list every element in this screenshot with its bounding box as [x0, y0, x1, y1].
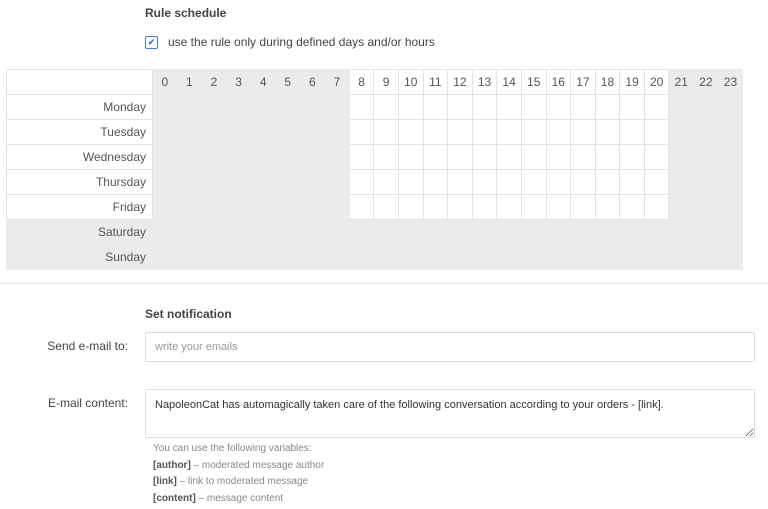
- schedule-cell[interactable]: [251, 95, 276, 120]
- schedule-cell[interactable]: [497, 170, 522, 195]
- schedule-cell[interactable]: [349, 195, 374, 220]
- schedule-cell[interactable]: [472, 120, 497, 145]
- hour-header-15[interactable]: 15: [521, 70, 546, 95]
- schedule-cell[interactable]: [374, 170, 399, 195]
- schedule-table: [6, 69, 743, 270]
- schedule-cell[interactable]: [448, 145, 473, 170]
- schedule-cell[interactable]: [300, 245, 325, 270]
- schedule-cell[interactable]: [521, 245, 546, 270]
- schedule-row-thursday: [7, 170, 743, 195]
- schedule-cell[interactable]: [669, 120, 694, 145]
- schedule-cell[interactable]: [620, 95, 645, 120]
- schedule-cell[interactable]: [571, 195, 596, 220]
- schedule-cell[interactable]: [694, 95, 719, 120]
- schedule-cell[interactable]: [374, 195, 399, 220]
- schedule-cell[interactable]: [521, 145, 546, 170]
- schedule-cell[interactable]: [595, 95, 620, 120]
- schedule-cell[interactable]: [153, 195, 178, 220]
- schedule-cell[interactable]: [644, 95, 669, 120]
- schedule-cell[interactable]: [546, 120, 571, 145]
- schedule-cell[interactable]: [275, 95, 300, 120]
- schedule-cell[interactable]: [472, 145, 497, 170]
- schedule-cell[interactable]: [521, 220, 546, 245]
- variables-list: [153, 458, 324, 508]
- schedule-cell[interactable]: [448, 170, 473, 195]
- hour-header-13[interactable]: 13: [472, 70, 497, 95]
- schedule-grid: [6, 69, 743, 270]
- hour-header-22[interactable]: 22: [694, 70, 719, 95]
- schedule-cell[interactable]: [595, 170, 620, 195]
- schedule-cell[interactable]: [226, 170, 251, 195]
- variable-item: [153, 458, 324, 475]
- schedule-cell[interactable]: [546, 195, 571, 220]
- schedule-cell[interactable]: [571, 245, 596, 270]
- schedule-cell[interactable]: [448, 120, 473, 145]
- schedule-cell[interactable]: [398, 170, 423, 195]
- variable-name: [author]: [153, 459, 191, 471]
- schedule-cell[interactable]: [177, 170, 202, 195]
- schedule-cell[interactable]: [349, 245, 374, 270]
- schedule-cell[interactable]: [497, 120, 522, 145]
- schedule-cell[interactable]: [398, 245, 423, 270]
- schedule-cell[interactable]: [300, 120, 325, 145]
- schedule-cell[interactable]: [251, 195, 276, 220]
- schedule-cell[interactable]: [718, 220, 743, 245]
- schedule-cell[interactable]: [325, 145, 350, 170]
- schedule-cell[interactable]: [349, 170, 374, 195]
- schedule-cell[interactable]: [153, 95, 178, 120]
- schedule-cell[interactable]: [275, 145, 300, 170]
- rule-schedule-title: Rule schedule: [145, 6, 227, 20]
- schedule-cell[interactable]: [472, 220, 497, 245]
- schedule-cell[interactable]: [251, 170, 276, 195]
- schedule-cell[interactable]: [620, 170, 645, 195]
- schedule-cell[interactable]: [398, 195, 423, 220]
- schedule-cell[interactable]: [669, 220, 694, 245]
- schedule-cell[interactable]: [620, 220, 645, 245]
- schedule-cell[interactable]: [521, 120, 546, 145]
- schedule-cell[interactable]: [275, 170, 300, 195]
- schedule-cell[interactable]: [423, 195, 448, 220]
- variable-name: [content]: [153, 492, 196, 504]
- schedule-cell[interactable]: [694, 220, 719, 245]
- schedule-cell[interactable]: [177, 220, 202, 245]
- schedule-cell[interactable]: [595, 245, 620, 270]
- schedule-row-tuesday: [7, 120, 743, 145]
- schedule-cell[interactable]: [718, 195, 743, 220]
- hour-header-23[interactable]: 23: [718, 70, 743, 95]
- hour-header-10[interactable]: 10: [398, 70, 423, 95]
- schedule-row-friday: [7, 195, 743, 220]
- schedule-cell[interactable]: [226, 95, 251, 120]
- day-label-saturday[interactable]: Saturday: [7, 220, 153, 245]
- schedule-cell[interactable]: [546, 95, 571, 120]
- email-input[interactable]: [145, 332, 755, 362]
- hour-header-6[interactable]: 6: [300, 70, 325, 95]
- variable-desc: – moderated message author: [190, 459, 325, 471]
- schedule-cell[interactable]: [571, 120, 596, 145]
- variables-help-intro: You can use the following variables:: [153, 443, 312, 454]
- schedule-cell[interactable]: [423, 145, 448, 170]
- day-label-friday[interactable]: Friday: [7, 195, 153, 220]
- schedule-cell[interactable]: [497, 220, 522, 245]
- day-label-tuesday[interactable]: Tuesday: [7, 120, 153, 145]
- hour-header-5[interactable]: 5: [275, 70, 300, 95]
- schedule-cell[interactable]: [521, 170, 546, 195]
- schedule-row-monday: [7, 95, 743, 120]
- schedule-cell[interactable]: [472, 245, 497, 270]
- schedule-cell[interactable]: [497, 145, 522, 170]
- schedule-cell[interactable]: [374, 145, 399, 170]
- hour-header-20[interactable]: 20: [644, 70, 669, 95]
- schedule-cell[interactable]: [177, 145, 202, 170]
- schedule-cell[interactable]: [325, 120, 350, 145]
- schedule-cell[interactable]: [497, 195, 522, 220]
- schedule-cell[interactable]: [546, 220, 571, 245]
- checkmark-icon: ✔: [147, 36, 156, 47]
- schedule-cell[interactable]: [251, 245, 276, 270]
- schedule-cell[interactable]: [472, 95, 497, 120]
- schedule-row-sunday: [7, 245, 743, 270]
- schedule-cell[interactable]: [153, 120, 178, 145]
- variable-desc: – link to moderated message: [176, 476, 309, 487]
- variable-desc: – message content: [195, 492, 284, 504]
- schedule-cell[interactable]: [374, 120, 399, 145]
- schedule-cell[interactable]: [448, 95, 473, 120]
- schedule-cell[interactable]: [153, 145, 178, 170]
- schedule-cell[interactable]: [669, 195, 694, 220]
- schedule-cell[interactable]: [251, 120, 276, 145]
- day-label-wednesday[interactable]: Wednesday: [7, 145, 153, 170]
- schedule-cell[interactable]: [718, 245, 743, 270]
- schedule-cell[interactable]: [177, 120, 202, 145]
- hour-header-3[interactable]: 3: [226, 70, 251, 95]
- schedule-corner-cell: [7, 70, 153, 95]
- schedule-cell[interactable]: [595, 120, 620, 145]
- hour-header-0[interactable]: 0: [153, 70, 178, 95]
- schedule-cell[interactable]: [325, 220, 350, 245]
- hour-header-19[interactable]: 19: [620, 70, 645, 95]
- schedule-cell[interactable]: [571, 95, 596, 120]
- schedule-cell[interactable]: [472, 170, 497, 195]
- email-content-label: E-mail content:: [47, 396, 128, 410]
- set-notification-title: Set notification: [145, 307, 232, 321]
- schedule-cell[interactable]: [669, 95, 694, 120]
- schedule-cell[interactable]: [644, 145, 669, 170]
- schedule-cell[interactable]: [251, 220, 276, 245]
- schedule-cell[interactable]: [398, 95, 423, 120]
- schedule-cell[interactable]: [620, 245, 645, 270]
- schedule-cell[interactable]: [202, 120, 227, 145]
- hour-header-9[interactable]: 9: [374, 70, 399, 95]
- schedule-cell[interactable]: [349, 120, 374, 145]
- schedule-cell[interactable]: [275, 120, 300, 145]
- schedule-cell[interactable]: [448, 195, 473, 220]
- schedule-cell[interactable]: [694, 170, 719, 195]
- schedule-cell[interactable]: [177, 245, 202, 270]
- schedule-cell[interactable]: [275, 195, 300, 220]
- hour-header-1[interactable]: 1: [177, 70, 202, 95]
- schedule-cell[interactable]: [251, 145, 276, 170]
- schedule-cell[interactable]: [202, 145, 227, 170]
- day-label-sunday[interactable]: Sunday: [7, 245, 153, 270]
- schedule-cell[interactable]: [571, 170, 596, 195]
- hour-header-21[interactable]: 21: [669, 70, 694, 95]
- schedule-cell[interactable]: [349, 220, 374, 245]
- schedule-cell[interactable]: [546, 170, 571, 195]
- schedule-cell[interactable]: [448, 220, 473, 245]
- schedule-cell[interactable]: [300, 95, 325, 120]
- schedule-cell[interactable]: [497, 245, 522, 270]
- schedule-cell[interactable]: [571, 220, 596, 245]
- schedule-cell[interactable]: [177, 195, 202, 220]
- email-content-textarea[interactable]: [145, 389, 755, 438]
- schedule-cell[interactable]: [275, 245, 300, 270]
- variable-name: [link]: [153, 476, 177, 487]
- schedule-cell[interactable]: [300, 145, 325, 170]
- schedule-cell[interactable]: [226, 145, 251, 170]
- variable-item: [153, 474, 324, 491]
- schedule-cell[interactable]: [226, 220, 251, 245]
- schedule-cell[interactable]: [595, 195, 620, 220]
- schedule-cell[interactable]: [620, 120, 645, 145]
- schedule-cell[interactable]: [325, 95, 350, 120]
- schedule-cell[interactable]: [620, 145, 645, 170]
- send-email-label: Send e-mail to:: [47, 339, 128, 353]
- schedule-cell[interactable]: [423, 245, 448, 270]
- schedule-header-row: [7, 70, 743, 95]
- schedule-cell[interactable]: [226, 195, 251, 220]
- schedule-cell[interactable]: [374, 245, 399, 270]
- hour-header-7[interactable]: 7: [325, 70, 350, 95]
- hour-header-4[interactable]: 4: [251, 70, 276, 95]
- schedule-cell[interactable]: [448, 245, 473, 270]
- schedule-cell[interactable]: [153, 220, 178, 245]
- schedule-cell[interactable]: [325, 195, 350, 220]
- schedule-checkbox[interactable]: [145, 36, 158, 49]
- schedule-cell[interactable]: [718, 145, 743, 170]
- schedule-cell[interactable]: [595, 220, 620, 245]
- schedule-cell[interactable]: [226, 245, 251, 270]
- schedule-cell[interactable]: [300, 220, 325, 245]
- schedule-cell[interactable]: [644, 195, 669, 220]
- schedule-cell[interactable]: [177, 95, 202, 120]
- schedule-cell[interactable]: [669, 245, 694, 270]
- hour-header-2[interactable]: 2: [202, 70, 227, 95]
- hour-header-17[interactable]: 17: [571, 70, 596, 95]
- schedule-cell[interactable]: [300, 195, 325, 220]
- schedule-cell[interactable]: [325, 245, 350, 270]
- schedule-cell[interactable]: [644, 220, 669, 245]
- schedule-cell[interactable]: [423, 120, 448, 145]
- hour-header-8[interactable]: 8: [349, 70, 374, 95]
- schedule-cell[interactable]: [644, 245, 669, 270]
- schedule-cell[interactable]: [521, 195, 546, 220]
- schedule-cell[interactable]: [718, 170, 743, 195]
- schedule-cell[interactable]: [423, 170, 448, 195]
- schedule-cell[interactable]: [153, 170, 178, 195]
- schedule-row-wednesday: [7, 145, 743, 170]
- schedule-checkbox-label[interactable]: use the rule only during defined days and/or hours: [168, 35, 435, 49]
- schedule-cell[interactable]: [620, 195, 645, 220]
- schedule-cell[interactable]: [644, 170, 669, 195]
- hour-header-16[interactable]: 16: [546, 70, 571, 95]
- schedule-cell[interactable]: [694, 245, 719, 270]
- schedule-cell[interactable]: [694, 145, 719, 170]
- schedule-cell[interactable]: [694, 195, 719, 220]
- schedule-cell[interactable]: [669, 145, 694, 170]
- schedule-cell[interactable]: [202, 220, 227, 245]
- schedule-cell[interactable]: [325, 170, 350, 195]
- schedule-cell[interactable]: [202, 245, 227, 270]
- variable-item: [153, 491, 324, 508]
- hour-header-14[interactable]: 14: [497, 70, 522, 95]
- schedule-row-saturday: [7, 220, 743, 245]
- hour-header-11[interactable]: 11: [423, 70, 448, 95]
- hour-header-18[interactable]: 18: [595, 70, 620, 95]
- schedule-cell[interactable]: [546, 145, 571, 170]
- variables-help: [153, 441, 324, 507]
- section-divider: [0, 283, 768, 284]
- schedule-cell[interactable]: [275, 220, 300, 245]
- schedule-cell[interactable]: [423, 220, 448, 245]
- schedule-cell[interactable]: [374, 95, 399, 120]
- schedule-cell[interactable]: [718, 120, 743, 145]
- schedule-cell[interactable]: [398, 120, 423, 145]
- schedule-cell[interactable]: [349, 95, 374, 120]
- schedule-cell[interactable]: [669, 170, 694, 195]
- schedule-cell[interactable]: [423, 95, 448, 120]
- schedule-cell[interactable]: [398, 145, 423, 170]
- schedule-cell[interactable]: [472, 195, 497, 220]
- schedule-cell[interactable]: [694, 120, 719, 145]
- schedule-cell[interactable]: [202, 195, 227, 220]
- day-label-thursday[interactable]: Thursday: [7, 170, 153, 195]
- schedule-cell[interactable]: [644, 120, 669, 145]
- schedule-cell[interactable]: [497, 95, 522, 120]
- schedule-cell[interactable]: [202, 95, 227, 120]
- schedule-cell[interactable]: [202, 170, 227, 195]
- schedule-cell[interactable]: [349, 145, 374, 170]
- schedule-cell[interactable]: [571, 145, 596, 170]
- schedule-cell[interactable]: [718, 95, 743, 120]
- schedule-cell[interactable]: [300, 170, 325, 195]
- hour-header-12[interactable]: 12: [448, 70, 473, 95]
- schedule-toggle-row[interactable]: [145, 35, 435, 49]
- day-label-monday[interactable]: Monday: [7, 95, 153, 120]
- schedule-cell[interactable]: [595, 145, 620, 170]
- schedule-cell[interactable]: [546, 245, 571, 270]
- schedule-cell[interactable]: [374, 220, 399, 245]
- schedule-cell[interactable]: [226, 120, 251, 145]
- schedule-cell[interactable]: [521, 95, 546, 120]
- schedule-cell[interactable]: [398, 220, 423, 245]
- schedule-cell[interactable]: [153, 245, 178, 270]
